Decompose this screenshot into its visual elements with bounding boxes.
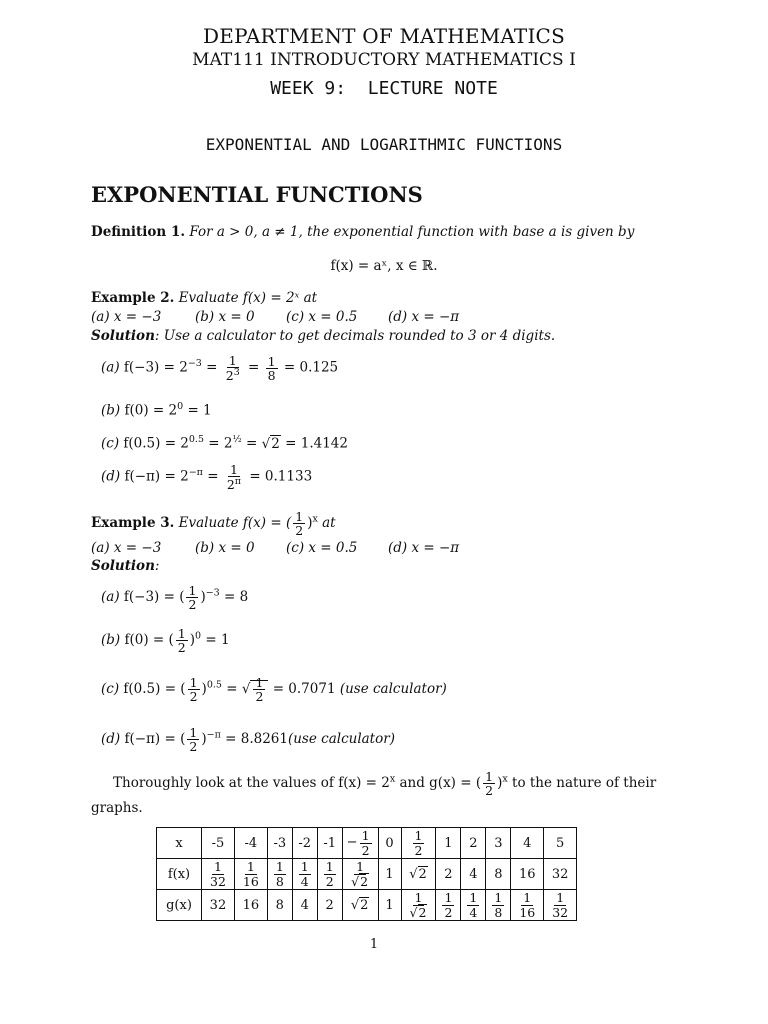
table-cell-x-0: -5 — [202, 828, 235, 859]
table-cell-f-12: 32 — [544, 859, 577, 890]
part-label: (b) — [101, 402, 121, 419]
table-cell-g-4: 2 — [317, 890, 342, 921]
table-cell-f-4: $\frac{1}{2}$ — [317, 859, 342, 890]
example2-part-b — [101, 401, 212, 419]
example3-prompt-end: at — [322, 515, 336, 532]
example2-heading — [91, 290, 317, 306]
denominator — [225, 477, 243, 491]
definition — [91, 224, 634, 240]
table-cell-g-7: $\frac{1}{√2}$ — [401, 890, 436, 921]
table-row-x — [157, 828, 577, 859]
denominator-exponent: π — [234, 476, 242, 488]
part-label: (c) — [101, 435, 120, 452]
example3-heading: Example 3. Evaluate f(x) = ( $\frac{1}{2}$ )$^x$ at — [91, 509, 336, 539]
expr-result: = 8 — [224, 589, 249, 606]
fraction — [225, 463, 243, 491]
denominator — [224, 368, 242, 382]
fraction — [224, 354, 242, 382]
expr-exponent: −3 — [205, 587, 220, 599]
expr-exponent: ½ — [232, 434, 242, 445]
part-label: (b) — [101, 632, 121, 649]
expr-result: = 0.1133 — [249, 468, 313, 485]
table-row-g — [157, 890, 577, 921]
calculator-note: (use calculator) — [287, 731, 395, 748]
part-label: (d) — [101, 468, 121, 485]
example2-solution-text: : Use a calculator to get decimals rounded to 3 or 4 digits. — [154, 328, 556, 344]
sqrt-two: √2 — [261, 435, 280, 452]
paragraph-continuation: graphs. — [91, 800, 143, 816]
example2-case-c: (c) x = 0.5 — [286, 309, 358, 325]
half-fraction: $\frac{1}{2}$ — [485, 769, 494, 799]
table-cell-g-11: $\frac{1}{16}$ — [511, 890, 544, 921]
example3-part-c: (c) f(0.5) = ( $\frac{1}{2}$ )$^{0.5}$ = √ $\frac{1}{2}$ = 0.7071 (use calculator) — [101, 675, 447, 705]
week-title: WEEK 9: LECTURE NOTE — [270, 78, 498, 99]
table-cell-x-11: 4 — [511, 828, 544, 859]
sqrt-half: √ $\frac{1}{2}$ — [242, 676, 269, 703]
table-cell-g-0: 32 — [202, 890, 235, 921]
expr-lhs: f(−3) = 2 — [123, 359, 188, 376]
expr-lhs: f(0.5) = ( — [123, 681, 186, 698]
values-table — [156, 827, 577, 921]
expr-exponent: −π — [188, 467, 203, 479]
expr-result: = 1 — [187, 402, 212, 419]
paragraph-text: and g(x) = ( — [399, 775, 482, 792]
expr-lhs: f(0.5) = 2 — [123, 435, 189, 452]
half-fraction: $\frac{1}{2}$ — [189, 675, 198, 705]
row-header-f: f(x) — [157, 859, 202, 890]
table-cell-f-3: $\frac{1}{4}$ — [292, 859, 317, 890]
half-fraction: $\frac{1}{2}$ — [188, 583, 197, 613]
example2-label: Example 2. — [91, 290, 175, 306]
fraction — [266, 355, 278, 382]
table-cell-g-12: $\frac{1}{32}$ — [544, 890, 577, 921]
numerator: 1 — [229, 462, 238, 477]
row-header-g: g(x) — [157, 890, 202, 921]
table-cell-g-9: $\frac{1}{4}$ — [461, 890, 486, 921]
expr-result: = 1 — [205, 632, 230, 649]
half-fraction: $\frac{1}{2}$ — [189, 725, 198, 755]
table-cell-g-6: 1 — [378, 890, 401, 921]
expr-result: = 8.8261 — [225, 731, 288, 748]
table-cell-x-10: 3 — [486, 828, 511, 859]
example2-solution — [91, 328, 555, 344]
denominator-base: 2 — [226, 477, 235, 493]
expr-exponent: 0.5 — [206, 679, 222, 691]
table-cell-x-9: 2 — [461, 828, 486, 859]
page-number: 1 — [369, 937, 379, 952]
example2-part-d: (d) $f(-\pi) = 2^{-\pi}$ = $\frac{1}{2^\pi}$ = 0.1133 — [101, 462, 313, 493]
example2-case-d: (d) x = −π — [388, 309, 460, 325]
table-cell-x-4: -1 — [317, 828, 342, 859]
example3-part-b: (b) f(0) = ( $\frac{1}{2}$ )$^0$ = 1 — [101, 626, 230, 656]
table-cell-g-5: √2 — [342, 890, 378, 921]
example3-part-a: (a) f(−3) = ( $\frac{1}{2}$ )$^{-3}$ = 8 — [101, 583, 249, 613]
half-fraction: $\frac{1}{2}$ — [177, 626, 186, 656]
table-cell-g-1: 16 — [234, 890, 267, 921]
expr-result: = 1.4142 — [285, 435, 348, 452]
table-cell-f-8: 2 — [436, 859, 461, 890]
denominator: 8 — [267, 367, 276, 383]
paragraph-text: Thoroughly look at the values of f(x) = 2 — [113, 775, 390, 792]
course-title: MAT111 INTRODUCTORY MATHEMATICS I — [192, 50, 576, 70]
definition-label: Definition 1. — [91, 224, 186, 240]
example3-label: Example 3. — [91, 515, 175, 532]
part-label: (c) — [101, 681, 120, 698]
table-cell-x-3: -2 — [292, 828, 317, 859]
definition-formula: f(x) = aˣ, x ∈ ℝ. — [330, 258, 438, 274]
expr-exponent: −3 — [187, 358, 202, 370]
table-cell-x-6: 0 — [378, 828, 401, 859]
definition-text: For a > 0, a ≠ 1, the exponential function with base a is given by — [189, 224, 635, 240]
example2-case-b: (b) x = 0 — [195, 309, 255, 325]
example2-part-a: (a) $f(-3) = 2^{-3}$ = $\frac{1}{2^3}$ = $\frac{1}{8}$ = 0.125 — [101, 353, 339, 384]
expr-mid: = 2 — [208, 435, 233, 452]
example3-part-d: (d) f(−π) = ( $\frac{1}{2}$ )$^{-\pi}$ = 8.8261(use calculator) — [101, 725, 395, 755]
table-cell-f-6: 1 — [378, 859, 401, 890]
example3-solution-label: Solution — [91, 558, 155, 574]
table-cell-f-5: $\frac{1}{√2}$ — [342, 859, 378, 890]
table-cell-f-10: 8 — [486, 859, 511, 890]
expr-exponent: −π — [206, 729, 221, 741]
example3-solution — [91, 558, 159, 574]
denominator-exponent: 3 — [233, 367, 240, 379]
comparison-paragraph: Thoroughly look at the values of $f(x) = 2^x$ and g(x) = ( $\frac{1}{2}$ )$^x$ to the nature of their — [113, 769, 657, 799]
row-header-x: x — [157, 828, 202, 859]
denominator-base: 2 — [225, 368, 234, 384]
table-cell-g-10: $\frac{1}{8}$ — [486, 890, 511, 921]
numerator: 1 — [267, 353, 276, 369]
table-cell-x-8: 1 — [436, 828, 461, 859]
table-cell-f-1: $\frac{1}{16}$ — [234, 859, 267, 890]
example2-case-a: (a) x = −3 — [91, 309, 162, 325]
table-cell-x-2: -3 — [267, 828, 292, 859]
table-cell-f-11: 16 — [511, 859, 544, 890]
example3-case-c: (c) x = 0.5 — [286, 540, 358, 556]
paragraph-text: to the nature of their — [512, 775, 657, 792]
table-cell-x-1: -4 — [234, 828, 267, 859]
table-cell-f-9: 4 — [461, 859, 486, 890]
table-cell-x-5: − $\frac{1}{2}$ — [342, 828, 378, 859]
expr-lhs: f(0) = 2 — [124, 402, 178, 419]
example3-case-d: (d) x = −π — [388, 540, 460, 556]
table-cell-f-0: $\frac{1}{32}$ — [202, 859, 235, 890]
table-cell-x-7: $\frac{1}{2}$ — [401, 828, 436, 859]
part-label: (d) — [101, 731, 121, 748]
numerator: 1 — [228, 353, 237, 368]
department-title: DEPARTMENT OF MATHEMATICS — [203, 24, 565, 48]
half-fraction: $\frac{1}{2}$ — [295, 509, 304, 539]
calculator-note: (use calculator) — [339, 681, 447, 698]
expr-exponent: 0 — [177, 401, 184, 412]
table-row-f — [157, 859, 577, 890]
example2-part-c: (c) $f(0.5) = 2^{0.5} = 2^{\frac{1}{2}} = √2 = 1.4142$ — [101, 434, 348, 452]
table-cell-g-2: 8 — [267, 890, 292, 921]
expr-lhs: f(0) = ( — [124, 632, 174, 649]
part-label: (a) — [101, 359, 120, 376]
example3-case-a: (a) x = −3 — [91, 540, 162, 556]
expr-exponent: 0.5 — [188, 434, 204, 445]
expr-result: = 0.125 — [283, 359, 339, 376]
table-cell-x-12: 5 — [544, 828, 577, 859]
example2-prompt: Evaluate f(x) = 2ˣ at — [178, 290, 318, 306]
example2-solution-label: Solution — [91, 328, 155, 344]
table-cell-f-7: √2 — [401, 859, 436, 890]
example3-prompt: Evaluate f(x) = ( — [178, 515, 292, 532]
solution-colon: : — [154, 558, 160, 574]
expr-lhs: f(−π) = 2 — [124, 468, 189, 485]
table-cell-f-2: $\frac{1}{8}$ — [267, 859, 292, 890]
part-label: (a) — [101, 589, 120, 606]
table-cell-g-8: $\frac{1}{2}$ — [436, 890, 461, 921]
expr-lhs: f(−π) = ( — [124, 731, 186, 748]
topic-title: EXPONENTIAL AND LOGARITHMIC FUNCTIONS — [205, 135, 563, 154]
table-cell-g-3: 4 — [292, 890, 317, 921]
example3-case-b: (b) x = 0 — [195, 540, 255, 556]
expr-result: = 0.7071 — [272, 681, 336, 698]
section-heading: EXPONENTIAL FUNCTIONS — [91, 182, 423, 207]
expr-exponent: 0 — [195, 630, 202, 642]
expr-lhs: f(−3) = ( — [123, 589, 185, 606]
